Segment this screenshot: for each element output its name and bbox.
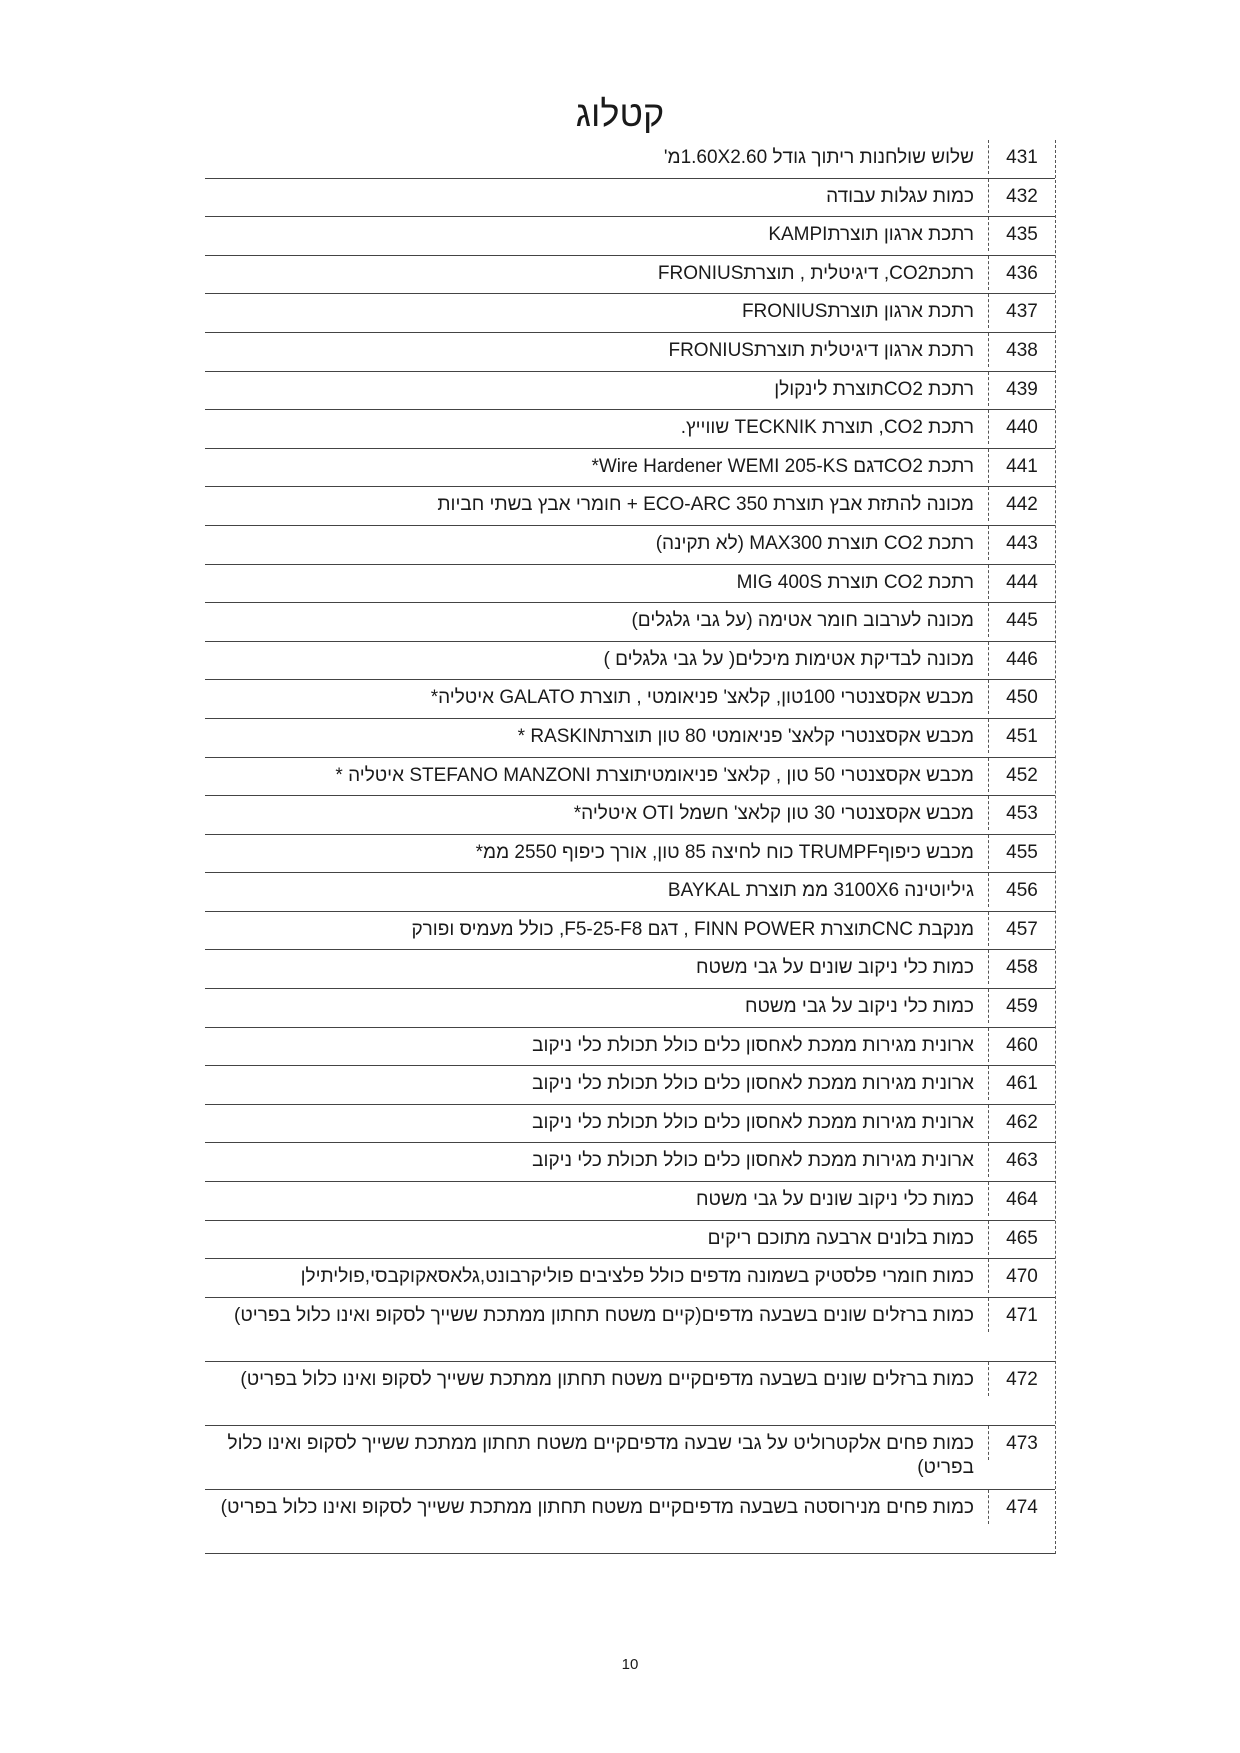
table-row <box>205 1259 1055 1298</box>
table-row <box>205 950 1055 989</box>
item-number: 437 <box>988 294 1055 328</box>
item-number: 445 <box>988 603 1055 637</box>
item-number: 444 <box>988 565 1055 599</box>
catalog-table <box>205 140 1056 1554</box>
item-number: 474 <box>988 1490 1055 1524</box>
table-row <box>205 487 1055 526</box>
table-row <box>205 1298 1055 1362</box>
table-row <box>205 758 1055 797</box>
table-row <box>205 680 1055 719</box>
item-number: 443 <box>988 526 1055 560</box>
item-number: 453 <box>988 796 1055 830</box>
item-description: רתכת CO2תוצרת לינקולן <box>774 378 974 400</box>
item-number: 455 <box>988 835 1055 869</box>
item-description: כמות כלי ניקוב שונים על גבי משטח <box>696 1189 974 1211</box>
item-number: 472 <box>988 1362 1055 1396</box>
table-row <box>205 372 1055 411</box>
table-row <box>205 719 1055 758</box>
item-description: רתכת CO2 תוצרת MAX300 (לא תקינה) <box>655 532 974 554</box>
table-row <box>205 449 1055 488</box>
table-row <box>205 989 1055 1028</box>
item-description: מכבש אקסצנטרי 100טון, קלאצ' פניאומטי , תוצרת GALATO איטליה* <box>430 687 974 709</box>
item-number: 460 <box>988 1028 1055 1062</box>
table-row <box>205 642 1055 681</box>
item-number: 438 <box>988 333 1055 367</box>
table-row <box>205 1426 1055 1490</box>
table-row <box>205 1182 1055 1221</box>
item-number: 459 <box>988 989 1055 1023</box>
table-row <box>205 873 1055 912</box>
item-description: רתכתCO2, דיגיטלית , תוצרתFRONIUS <box>657 262 974 284</box>
item-description: שלוש שולחנות ריתוך גודל 1.60X2.60מ' <box>663 147 974 168</box>
item-description: רתכת ארגון תוצרתKAMPI <box>768 224 974 246</box>
item-description: ארונית מגירות ממכת לאחסון כלים כולל תכולת כלי ניקוב <box>532 1111 974 1133</box>
item-description: רתכת ארגון דיגיטלית תוצרתFRONIUS <box>668 339 974 361</box>
item-description: כמות ברזלים שונים בשבעה מדפיםקיים משטח תחתון ממתכת ששייך לסקופ ואינו כלול בפריט) <box>240 1368 974 1390</box>
item-number: 462 <box>988 1105 1055 1139</box>
item-description: כמות עגלות עבודה <box>826 185 974 207</box>
table-row <box>205 333 1055 372</box>
item-number: 435 <box>988 217 1055 251</box>
table-row <box>205 256 1055 295</box>
item-description: רתכת CO2, תוצרת TECKNIK שווייץ. <box>680 417 974 439</box>
table-row <box>205 140 1055 179</box>
table-row <box>205 1490 1055 1554</box>
item-number: 473 <box>988 1426 1055 1460</box>
table-row <box>205 796 1055 835</box>
item-description: מכבש אקסצנטרי 30 טון קלאצ' חשמל OTI איטליה* <box>573 803 974 825</box>
item-description: ארונית מגירות ממכת לאחסון כלים כולל תכולת כלי ניקוב <box>532 1150 974 1172</box>
table-row <box>205 565 1055 604</box>
item-number: 461 <box>988 1066 1055 1100</box>
page-title: קטלוג <box>575 93 665 134</box>
table-row <box>205 912 1055 951</box>
item-number: 441 <box>988 449 1055 483</box>
item-description: רתכת CO2 תוצרת MIG 400S <box>736 571 974 593</box>
item-description: מכבש אקסצנטרי קלאצ' פניאומטי 80 טון תוצרתRASKIN * <box>517 725 974 747</box>
item-description: גיליוטינה 3100X6 ממ תוצרת BAYKAL <box>667 880 974 902</box>
item-description: רתכת CO2דגם Wire Hardener WEMI 205-KS* <box>591 455 974 477</box>
item-number: 471 <box>988 1298 1055 1332</box>
table-row <box>205 1221 1055 1260</box>
item-description: מכונה לבדיקת אטימות מיכלים( על גבי גלגלים ) <box>603 648 974 670</box>
table-row <box>205 603 1055 642</box>
table-row <box>205 526 1055 565</box>
item-number: 439 <box>988 372 1055 406</box>
item-description: כמות בלונים ארבעה מתוכם ריקים <box>707 1227 974 1249</box>
table-row <box>205 294 1055 333</box>
item-number: 465 <box>988 1221 1055 1255</box>
item-number: 450 <box>988 680 1055 714</box>
item-description: כמות כלי ניקוב על גבי משטח <box>744 996 974 1018</box>
item-number: 442 <box>988 487 1055 521</box>
item-description: מכבש אקסצנטרי 50 טון , קלאצ' פניאומטיתוצרת STEFANO MANZONI איטליה * <box>335 764 974 786</box>
item-number: 431 <box>988 140 1055 174</box>
item-number: 456 <box>988 873 1055 907</box>
item-description: ארונית מגירות ממכת לאחסון כלים כולל תכולת כלי ניקוב <box>532 1034 974 1056</box>
item-number: 464 <box>988 1182 1055 1216</box>
item-description: כמות פחים אלקטרוליט על גבי שבעה מדפיםקיים משטח תחתון ממתכת ששייך לסקופ ואינו כלול בפריט) <box>227 1432 974 1478</box>
item-number: 432 <box>988 179 1055 213</box>
item-description: מנקבת CNCתוצרת FINN POWER , דגם F5-25-F8, כולל מעמיס ופורק <box>411 918 974 940</box>
table-row <box>205 1066 1055 1105</box>
item-number: 457 <box>988 912 1055 946</box>
item-description: מכונה להתזת אבץ תוצרת ECO-ARC 350 + חומרי אבץ בשתי חביות <box>437 494 974 516</box>
item-description: מכונה לערבוב חומר אטימה (על גבי גלגלים) <box>631 610 974 632</box>
item-number: 451 <box>988 719 1055 753</box>
item-description: כמות פחים מנירוסטה בשבעה מדפיםקיים משטח תחתון ממתכת ששייך לסקופ ואינו כלול בפריט) <box>220 1496 974 1518</box>
table-row <box>205 179 1055 218</box>
item-description: מכבש כיפוףTRUMPF כוח לחיצה 85 טון, אורך כיפוף 2550 ממ* <box>475 841 974 863</box>
item-number: 440 <box>988 410 1055 444</box>
table-row <box>205 1105 1055 1144</box>
item-description: כמות ברזלים שונים בשבעה מדפים(קיים משטח תחתון ממתכת ששייך לסקופ ואינו כלול בפריט) <box>234 1304 974 1326</box>
item-description: כמות כלי ניקוב שונים על גבי משטח <box>696 957 974 979</box>
item-number: 463 <box>988 1143 1055 1177</box>
item-number: 446 <box>988 642 1055 676</box>
item-description: ארונית מגירות ממכת לאחסון כלים כולל תכולת כלי ניקוב <box>532 1073 974 1095</box>
item-description: רתכת ארגון תוצרתFRONIUS <box>741 301 974 323</box>
table-row <box>205 217 1055 256</box>
page-number: 10 <box>621 1656 639 1673</box>
table-row <box>205 410 1055 449</box>
table-row <box>205 1028 1055 1067</box>
item-description: כמות חומרי פלסטיק בשמונה מדפים כולל פלציבים פוליקרבונט,גלאסאקוקבסי,פוליתילן <box>300 1266 974 1288</box>
table-row <box>205 1143 1055 1182</box>
item-number: 452 <box>988 758 1055 792</box>
item-number: 458 <box>988 950 1055 984</box>
table-row <box>205 1362 1055 1426</box>
table-row <box>205 835 1055 874</box>
item-number: 436 <box>988 256 1055 290</box>
item-number: 470 <box>988 1259 1055 1293</box>
